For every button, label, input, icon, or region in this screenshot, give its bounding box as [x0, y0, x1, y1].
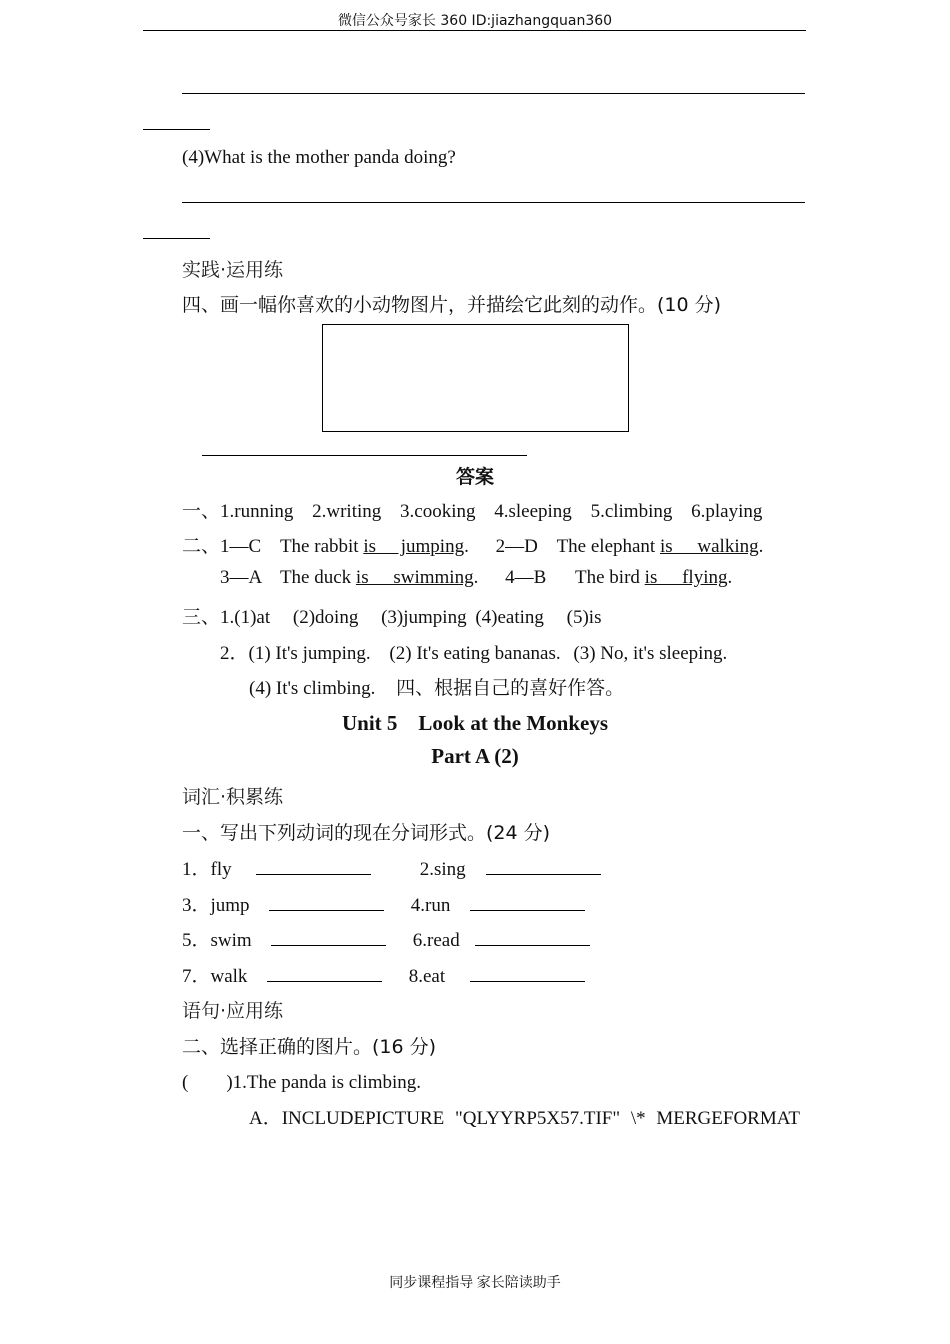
verb-blank: [256, 860, 371, 875]
answer-line-tail: [143, 238, 210, 239]
ans3-item: (4)eating: [475, 607, 544, 628]
ans2-num: 4—B: [505, 567, 547, 588]
verb-blank: [470, 896, 585, 911]
unit-title: Unit 5 Look at the Monkeys: [341, 711, 609, 735]
verb-row: [182, 961, 585, 988]
verb-item: 8.eat: [408, 966, 446, 987]
verb-blank: [269, 896, 384, 911]
answers-section-2-row2: 3—A The duck is swimming. 4—B The bird is flying.: [220, 567, 733, 588]
verb-blank: [486, 860, 601, 875]
verb-item: 1．fly: [182, 859, 232, 880]
ans3-l3a: (4) It's climbing.: [249, 678, 376, 699]
ans2-num: 2—D: [495, 536, 538, 557]
answer-line: [182, 93, 805, 94]
ans3-l3b: 四、根据自己的喜好作答。: [396, 677, 625, 699]
ans2-fill: is flying: [644, 567, 728, 588]
drawing-caption-line: [202, 455, 527, 456]
ans2-num: 3—A: [220, 567, 262, 588]
answers-section-3-row2: [220, 638, 727, 665]
verb-item: 3．jump: [182, 895, 250, 916]
ans1-item: 3.cooking: [400, 501, 476, 522]
verb-blank: [470, 967, 585, 982]
ans2-num: 1—C: [220, 536, 262, 557]
answers-section-3-row1: [182, 602, 601, 629]
verb-row: [182, 925, 590, 952]
page-header: 微信公众号家长 360 ID:jiazhangquan360: [337, 13, 613, 29]
answer-line: [182, 202, 805, 203]
ans2-text: The duck: [279, 567, 352, 588]
ans3-item: (3)jumping: [381, 607, 467, 628]
page-footer: 同步课程指导 家长陪读助手: [389, 1276, 561, 1291]
drawing-box: [322, 324, 629, 432]
ans1-item: 4.sleeping: [494, 501, 572, 522]
ans3-prefix: 三、: [182, 606, 221, 628]
verb-blank: [267, 967, 382, 982]
verb-item: 6.read: [412, 930, 460, 951]
choice-option-a: A．INCLUDEPICTURE "QLYYRP5X57.TIF" \* MERGEFORMAT: [249, 1108, 800, 1129]
answers-section-2-row1: 二、1—C The rabbit is jumping. 2—D The elephant is walking.: [182, 535, 764, 557]
practice-label: 实践·运用练: [182, 259, 284, 281]
ans2-text: The bird: [575, 567, 640, 588]
answers-section-1: [182, 496, 762, 523]
answers-title: 答案: [455, 466, 494, 488]
part-title: Part A (2): [431, 744, 519, 768]
ans1-item: 1.running: [220, 501, 294, 522]
ans3-l2: 2．(1) It's jumping.: [220, 643, 371, 664]
ans3-l2: (2) It's eating bananas.: [389, 643, 561, 664]
ans1-prefix: 一、: [182, 500, 221, 522]
ans3-item: (5)is: [566, 607, 602, 628]
verb-item: 4.run: [410, 895, 451, 916]
verb-item: 2.sing: [419, 859, 466, 880]
ans2-text: The rabbit: [279, 536, 359, 557]
sentence-label: 语句·应用练: [182, 1000, 284, 1022]
section2-title: 二、选择正确的图片。(16 分): [182, 1036, 437, 1058]
choice-question-1: ( )1.The panda is climbing.: [182, 1072, 422, 1093]
ans1-item: 5.climbing: [590, 501, 673, 522]
section1-title: 一、写出下列动词的现在分词形式。(24 分): [182, 822, 551, 844]
answer-line-tail: [143, 129, 210, 130]
verb-blank: [475, 931, 590, 946]
question-4: (4)What is the mother panda doing?: [182, 147, 456, 168]
header-rule: [143, 30, 806, 31]
ans2-fill: is swimming: [355, 567, 474, 588]
verb-row: [182, 890, 585, 917]
ans2-text: The elephant: [556, 536, 656, 557]
ans3-item: 1.(1)at: [220, 607, 271, 628]
vocab-label: 词汇·积累练: [182, 786, 284, 808]
ans3-item: (2)doing: [292, 607, 359, 628]
answers-section-3-row3: [249, 673, 624, 700]
verb-row: [182, 854, 601, 881]
verb-blank: [271, 931, 386, 946]
ans2-fill: is jumping: [363, 536, 465, 557]
ans2-fill: is walking: [659, 536, 759, 557]
ans1-item: 2.writing: [312, 501, 382, 522]
ans3-l2: (3) No, it's sleeping.: [573, 643, 728, 664]
verb-item: 5．swim: [182, 930, 252, 951]
ans2-prefix: 二、: [182, 535, 221, 557]
ans1-item: 6.playing: [691, 501, 763, 522]
section4-title: 四、画一幅你喜欢的小动物图片，并描绘它此刻的动作。(10 分): [182, 294, 722, 316]
verb-item: 7．walk: [182, 966, 248, 987]
